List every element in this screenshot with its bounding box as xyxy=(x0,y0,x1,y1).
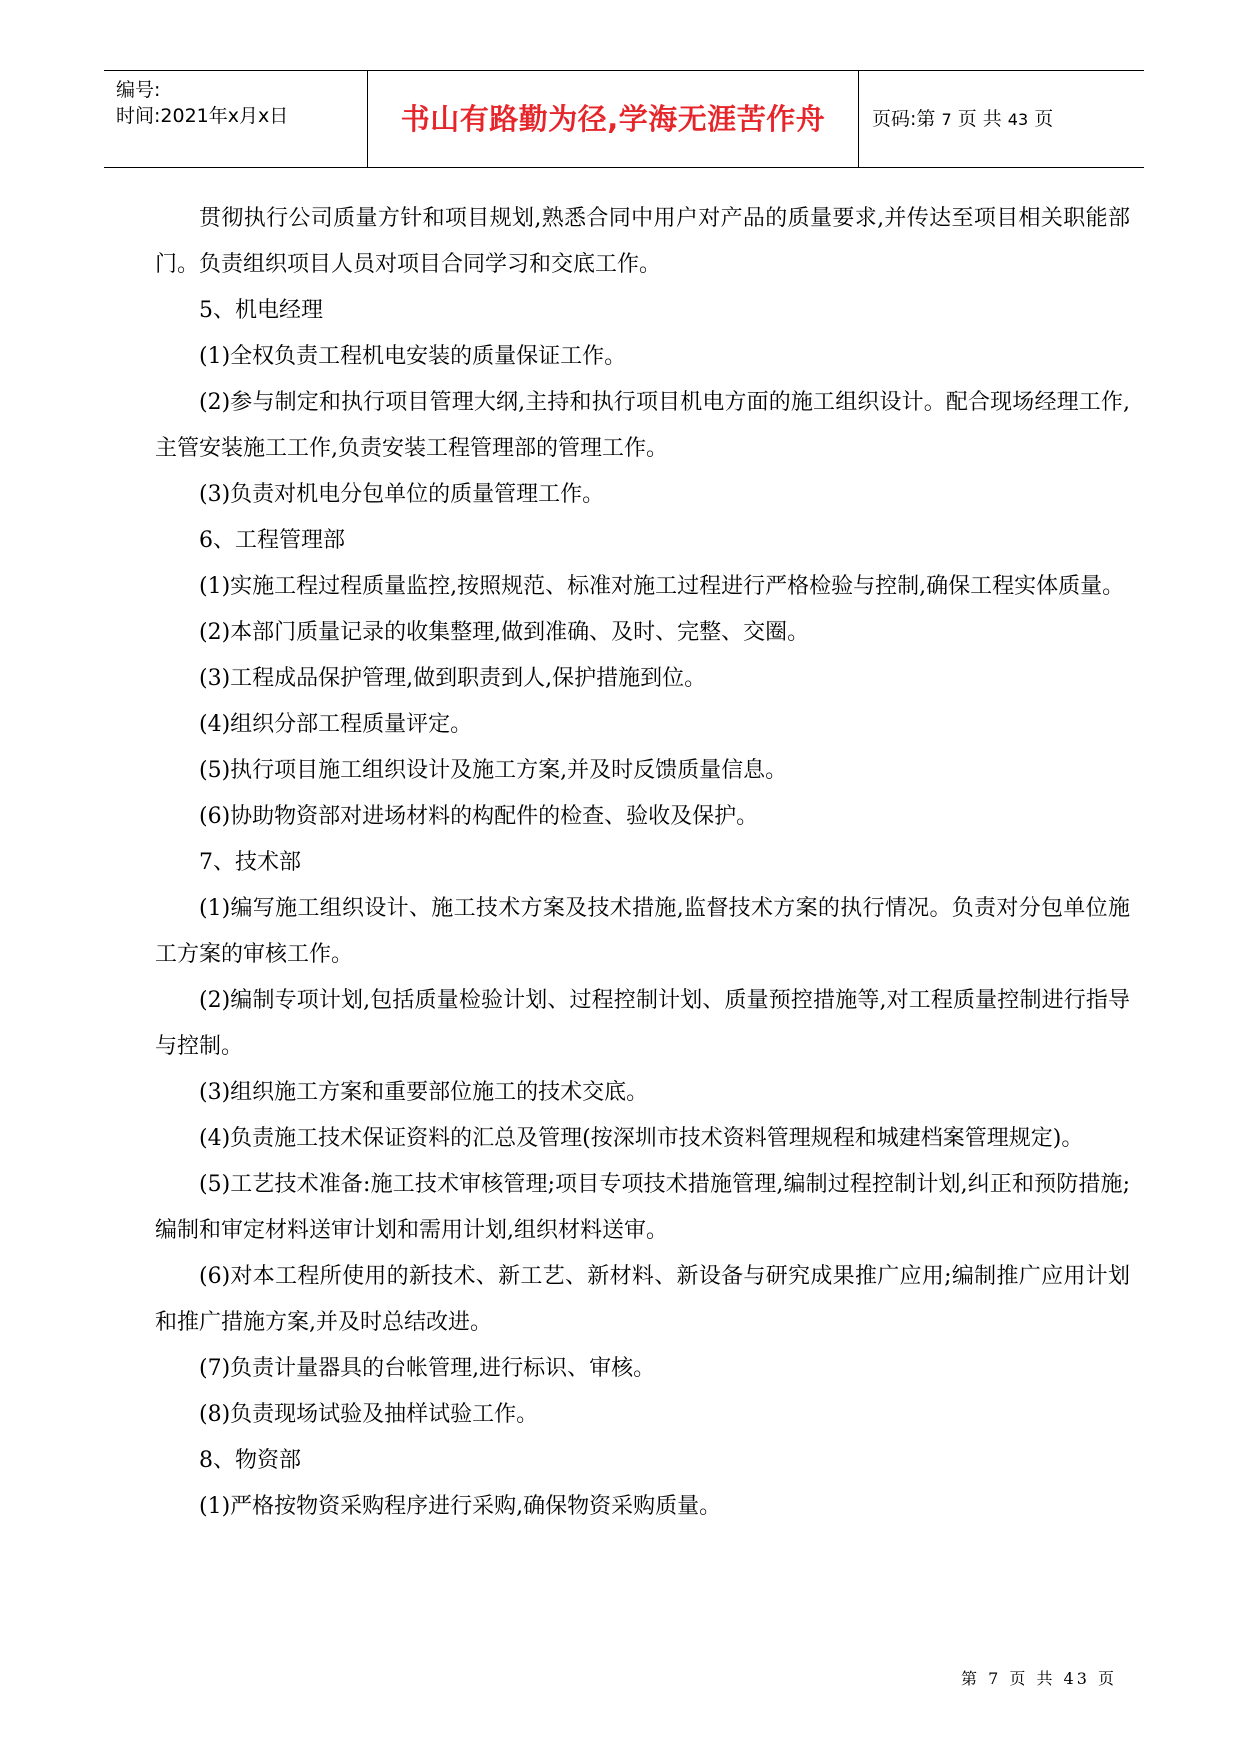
document-time-label: 时间:2021年x月x日 xyxy=(116,105,289,127)
section-heading: 7、技术部 xyxy=(199,850,301,875)
section-heading: 6、工程管理部 xyxy=(199,528,345,553)
document-body xyxy=(155,196,1130,1530)
header-page-info xyxy=(872,71,1053,167)
paragraph: (4)组织分部工程质量评定。 xyxy=(199,712,473,737)
page-footer: 第 7 页 共 43 页 xyxy=(961,1669,1117,1688)
paragraph: (4)负责施工技术保证资料的汇总及管理(按深圳市技术资料管理规程和城建档案管理规定)。 xyxy=(199,1126,1084,1151)
paragraph: (6)对本工程所使用的新技术、新工艺、新材料、新设备与研究成果推广应用;编制推广应用计划和推广措施方案,并及时总结改进。 xyxy=(155,1264,1130,1335)
paragraph: (3)组织施工方案和重要部位施工的技术交底。 xyxy=(199,1080,649,1105)
paragraph: (6)协助物资部对进场材料的构配件的检查、验收及保护。 xyxy=(199,804,759,829)
paragraph: (3)负责对机电分包单位的质量管理工作。 xyxy=(199,482,605,507)
page-current: 7 xyxy=(941,110,952,129)
paragraph: (5)执行项目施工组织设计及施工方案,并及时反馈质量信息。 xyxy=(199,758,788,783)
paragraph: (2)编制专项计划,包括质量检验计划、过程控制计划、质量预控措施等,对工程质量控制进行指导与控制。 xyxy=(155,988,1130,1059)
paragraph: (1)严格按物资采购程序进行采购,确保物资采购质量。 xyxy=(199,1494,722,1519)
paragraph: (3)工程成品保护管理,做到职责到人,保护措施到位。 xyxy=(199,666,707,691)
header-meta xyxy=(116,77,288,129)
header-motto: 书山有路勤为径,学海无涯苦作舟 xyxy=(400,102,826,136)
page-prefix: 页码:第 xyxy=(872,108,936,130)
paragraph: (5)工艺技术准备:施工技术审核管理;项目专项技术措施管理,编制过程控制计划,纠正和预防措施;编制和审定材料送审计划和需用计划,组织材料送审。 xyxy=(155,1172,1130,1243)
page-suffix: 页 xyxy=(1034,108,1054,130)
paragraph: 贯彻执行公司质量方针和项目规划,熟悉合同中用户对产品的质量要求,并传达至项目相关职能部门。负责组织项目人员对项目合同学习和交底工作。 xyxy=(155,206,1130,277)
section-heading: 5、机电经理 xyxy=(199,298,323,323)
page-middle: 页 共 xyxy=(957,108,1002,130)
section-heading: 8、物资部 xyxy=(199,1448,301,1473)
paragraph: (1)编写施工组织设计、施工技术方案及技术措施,监督技术方案的执行情况。负责对分包单位施工方案的审核工作。 xyxy=(155,896,1130,967)
paragraph: (7)负责计量器具的台帐管理,进行标识、审核。 xyxy=(199,1356,656,1381)
paragraph: (2)参与制定和执行项目管理大纲,主持和执行项目机电方面的施工组织设计。配合现场经理工作,主管安装施工工作,负责安装工程管理部的管理工作。 xyxy=(155,390,1130,461)
paragraph: (8)负责现场试验及抽样试验工作。 xyxy=(199,1402,539,1427)
page-header xyxy=(104,70,1144,168)
document-number-label: 编号: xyxy=(116,79,161,101)
header-divider xyxy=(858,71,859,167)
paragraph: (1)全权负责工程机电安装的质量保证工作。 xyxy=(199,344,627,369)
paragraph: (2)本部门质量记录的收集整理,做到准确、及时、完整、交圈。 xyxy=(199,620,810,645)
paragraph: (1)实施工程过程质量监控,按照规范、标准对施工过程进行严格检验与控制,确保工程实体质量。 xyxy=(199,574,1125,599)
page-total: 43 xyxy=(1007,110,1029,129)
